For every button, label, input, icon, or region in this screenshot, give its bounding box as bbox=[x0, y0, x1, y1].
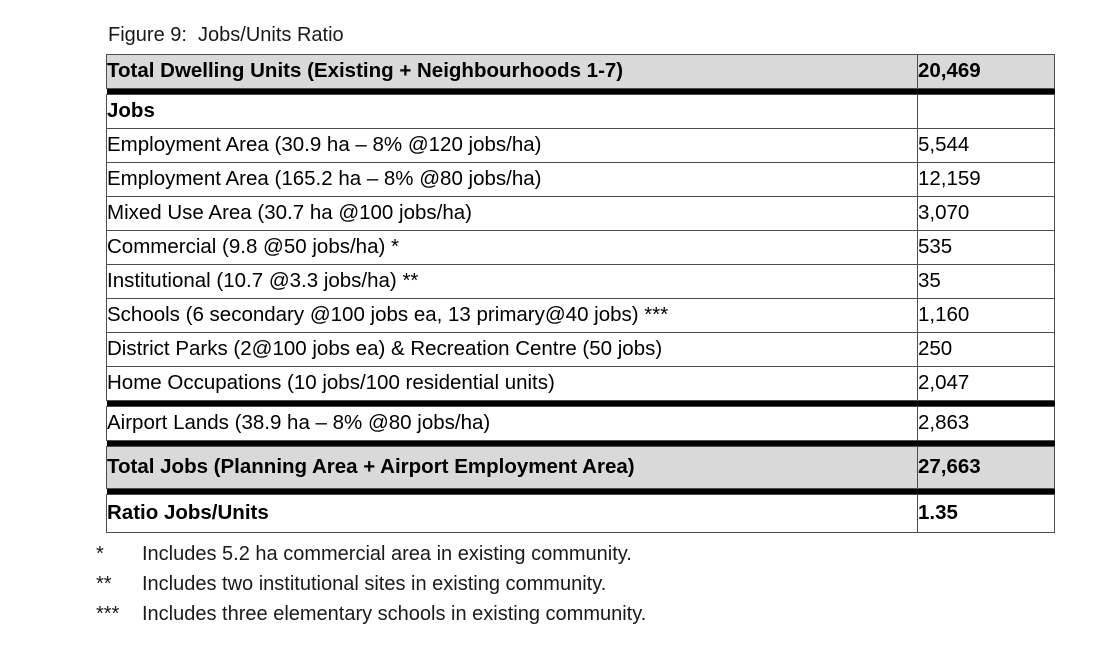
table-row bbox=[107, 163, 1055, 197]
figure-caption: Figure 9: Jobs/Units Ratio bbox=[108, 24, 344, 46]
footnote-item bbox=[96, 599, 1111, 629]
table-row bbox=[107, 333, 1055, 367]
table-row bbox=[107, 231, 1055, 265]
row-value: 35 bbox=[918, 265, 1055, 299]
footnote-text: Includes three elementary schools in existing community. bbox=[142, 603, 647, 625]
footnotes bbox=[96, 539, 1111, 629]
total-jobs-label: Total Jobs (Planning Area + Airport Employment Area) bbox=[107, 447, 918, 489]
row-label: Institutional (10.7 @3.3 jobs/ha) ** bbox=[107, 265, 918, 299]
table-row bbox=[107, 367, 1055, 401]
row-value: 1,160 bbox=[918, 299, 1055, 333]
row-value: 535 bbox=[918, 231, 1055, 265]
footnote-text: Includes two institutional sites in existing community. bbox=[142, 573, 607, 595]
jobs-section-value bbox=[918, 95, 1055, 129]
row-label: Mixed Use Area (30.7 ha @100 jobs/ha) bbox=[107, 197, 918, 231]
table-row bbox=[107, 129, 1055, 163]
jobs-section-label: Jobs bbox=[107, 95, 918, 129]
total-dwelling-units-value: 20,469 bbox=[918, 55, 1055, 89]
footnote-mark: *** bbox=[96, 603, 120, 625]
row-label: Employment Area (165.2 ha – 8% @80 jobs/ha) bbox=[107, 163, 918, 197]
table-row bbox=[107, 299, 1055, 333]
footnote-mark: ** bbox=[96, 573, 112, 595]
row-value: 5,544 bbox=[918, 129, 1055, 163]
row-value: 3,070 bbox=[918, 197, 1055, 231]
airport-lands-label: Airport Lands (38.9 ha – 8% @80 jobs/ha) bbox=[107, 407, 918, 441]
table-row bbox=[107, 265, 1055, 299]
row-label: District Parks (2@100 jobs ea) & Recreation Centre (50 jobs) bbox=[107, 333, 918, 367]
table-row-airport-lands bbox=[107, 407, 1055, 441]
table-row-total-jobs bbox=[107, 447, 1055, 489]
row-value: 2,047 bbox=[918, 367, 1055, 401]
table-row-jobs-section bbox=[107, 95, 1055, 129]
table-row-total-dwelling-units bbox=[107, 55, 1055, 89]
footnote-item bbox=[96, 539, 1111, 569]
row-value: 12,159 bbox=[918, 163, 1055, 197]
row-label: Schools (6 secondary @100 jobs ea, 13 primary@40 jobs) *** bbox=[107, 299, 918, 333]
row-label: Commercial (9.8 @50 jobs/ha) * bbox=[107, 231, 918, 265]
footnote-text: Includes 5.2 ha commercial area in existing community. bbox=[142, 543, 632, 565]
row-label: Employment Area (30.9 ha – 8% @120 jobs/ha) bbox=[107, 129, 918, 163]
ratio-value: 1.35 bbox=[918, 495, 1055, 533]
total-jobs-value: 27,663 bbox=[918, 447, 1055, 489]
jobs-units-ratio-table bbox=[106, 54, 1055, 533]
airport-lands-value: 2,863 bbox=[918, 407, 1055, 441]
row-value: 250 bbox=[918, 333, 1055, 367]
table-row-ratio bbox=[107, 495, 1055, 533]
footnote-mark: * bbox=[96, 543, 104, 565]
row-label: Home Occupations (10 jobs/100 residential units) bbox=[107, 367, 918, 401]
footnote-item bbox=[96, 569, 1111, 599]
table-row bbox=[107, 197, 1055, 231]
total-dwelling-units-label: Total Dwelling Units (Existing + Neighbourhoods 1-7) bbox=[107, 55, 918, 89]
ratio-label: Ratio Jobs/Units bbox=[107, 495, 918, 533]
